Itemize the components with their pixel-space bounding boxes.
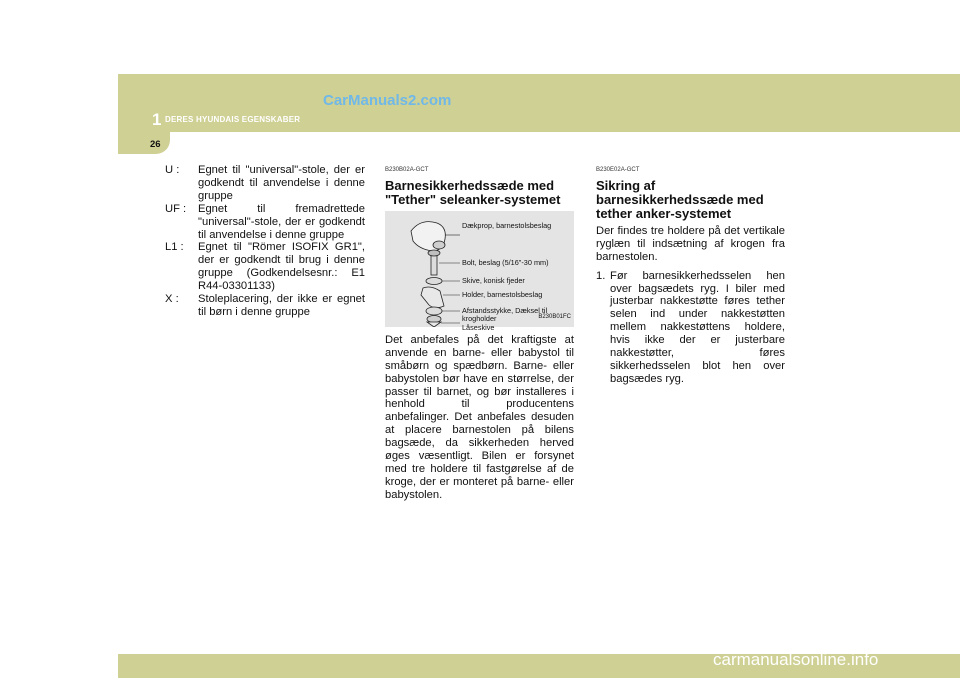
item-key: UF : — [165, 202, 187, 215]
item-text: Stoleplacering, der ikke er egnet til børn i denne gruppe — [198, 293, 365, 318]
item-text: Egnet til "universal"-stole, der er godkendt til anvendelse i denne gruppe — [198, 164, 365, 202]
diagram-label: Afstandsstykke, Dæksel til krogholder — [462, 305, 548, 324]
list-item — [165, 241, 365, 293]
left-column — [165, 164, 365, 319]
spacer-shape — [426, 307, 442, 315]
watermark-link[interactable]: CarManuals2.com — [323, 92, 452, 109]
diagram-label: Bolt, beslag (5/16"-30 mm) — [462, 257, 549, 267]
item-text: Egnet til fremadrettede "universal"-stole, der er godkendt til anvendelse i denne gruppe — [198, 202, 365, 241]
parts-diagram — [385, 211, 574, 332]
middle-column — [385, 164, 574, 502]
diagram-label: Låseskive — [462, 322, 495, 332]
item-number: 1. — [596, 269, 606, 282]
item-key: X : — [165, 293, 179, 306]
list-item — [165, 203, 365, 242]
list-item — [165, 293, 365, 319]
list-item — [165, 164, 365, 203]
numbered-item — [596, 270, 785, 386]
intro-text: Der findes tre holdere på det vertikale ryglæn til indsætning af krogen fra barnestolen. — [596, 224, 785, 263]
footer-watermark[interactable]: carmanualsonline.info — [713, 650, 879, 669]
item-text: Før barnesikkerhedsselen hen over bagsædets ryg. I biler med justerbar nakkestøtte føres tether selen ind under nakkestøtten mellem nakkestøttens holdere, hvis ikke der er justerbare nakkestøtter, føres sikkerhedsselen blot hen over bagsædes ryg. — [610, 269, 785, 385]
section-heading: Barnesikkerhedssæde med "Tether" seleanker-systemet — [385, 177, 561, 207]
item-key: U : — [165, 164, 180, 176]
section-code: B230E02A-GCT — [596, 167, 640, 173]
diagram-label: Holder, barnestolsbeslag — [462, 289, 543, 299]
section-code: B230B02A-GCT — [385, 167, 429, 173]
section-heading: Sikring af barnesikkerhedssæde med tether anker-systemet — [596, 177, 764, 221]
chapter-number: 1 — [152, 110, 162, 129]
item-text: Egnet til "Römer ISOFIX GR1", der er godkendt til brug i denne gruppe (Godkendelsesnr.: E1 R44-03301133) — [198, 241, 365, 293]
diagram-label: Skive, konisk fjeder — [462, 275, 525, 285]
item-key: L1 : — [165, 241, 184, 254]
chapter-title: DERES HYUNDAIS EGENSKABER — [165, 115, 301, 124]
page-number-tab — [118, 132, 170, 154]
holder-shape — [421, 287, 444, 308]
right-column — [596, 164, 785, 386]
washer-shape — [426, 277, 442, 284]
diagram-label: Dækprop, barnestolsbeslag — [462, 220, 552, 230]
lock-washer-shape — [427, 322, 441, 327]
body-text: Det anbefales på det kraftigste at anvende en barne- eller babystol til småbørn og spædbørn. Barne- eller babystolen bør have en størrelse, der passer til barnet, og bør installeres i henhold til producentens anbefalinger. Det anbefales desuden at placere barnestolen på bilens bagsæde, da sikkerheden herved øges væsentligt. Bilen er forsynet med tre holdere til fastgørelse af de kroge, der er monteret på barne- eller babystolen. — [385, 333, 574, 501]
figure-code: B230B01FC — [538, 314, 571, 320]
page-number: 26 — [150, 139, 161, 150]
